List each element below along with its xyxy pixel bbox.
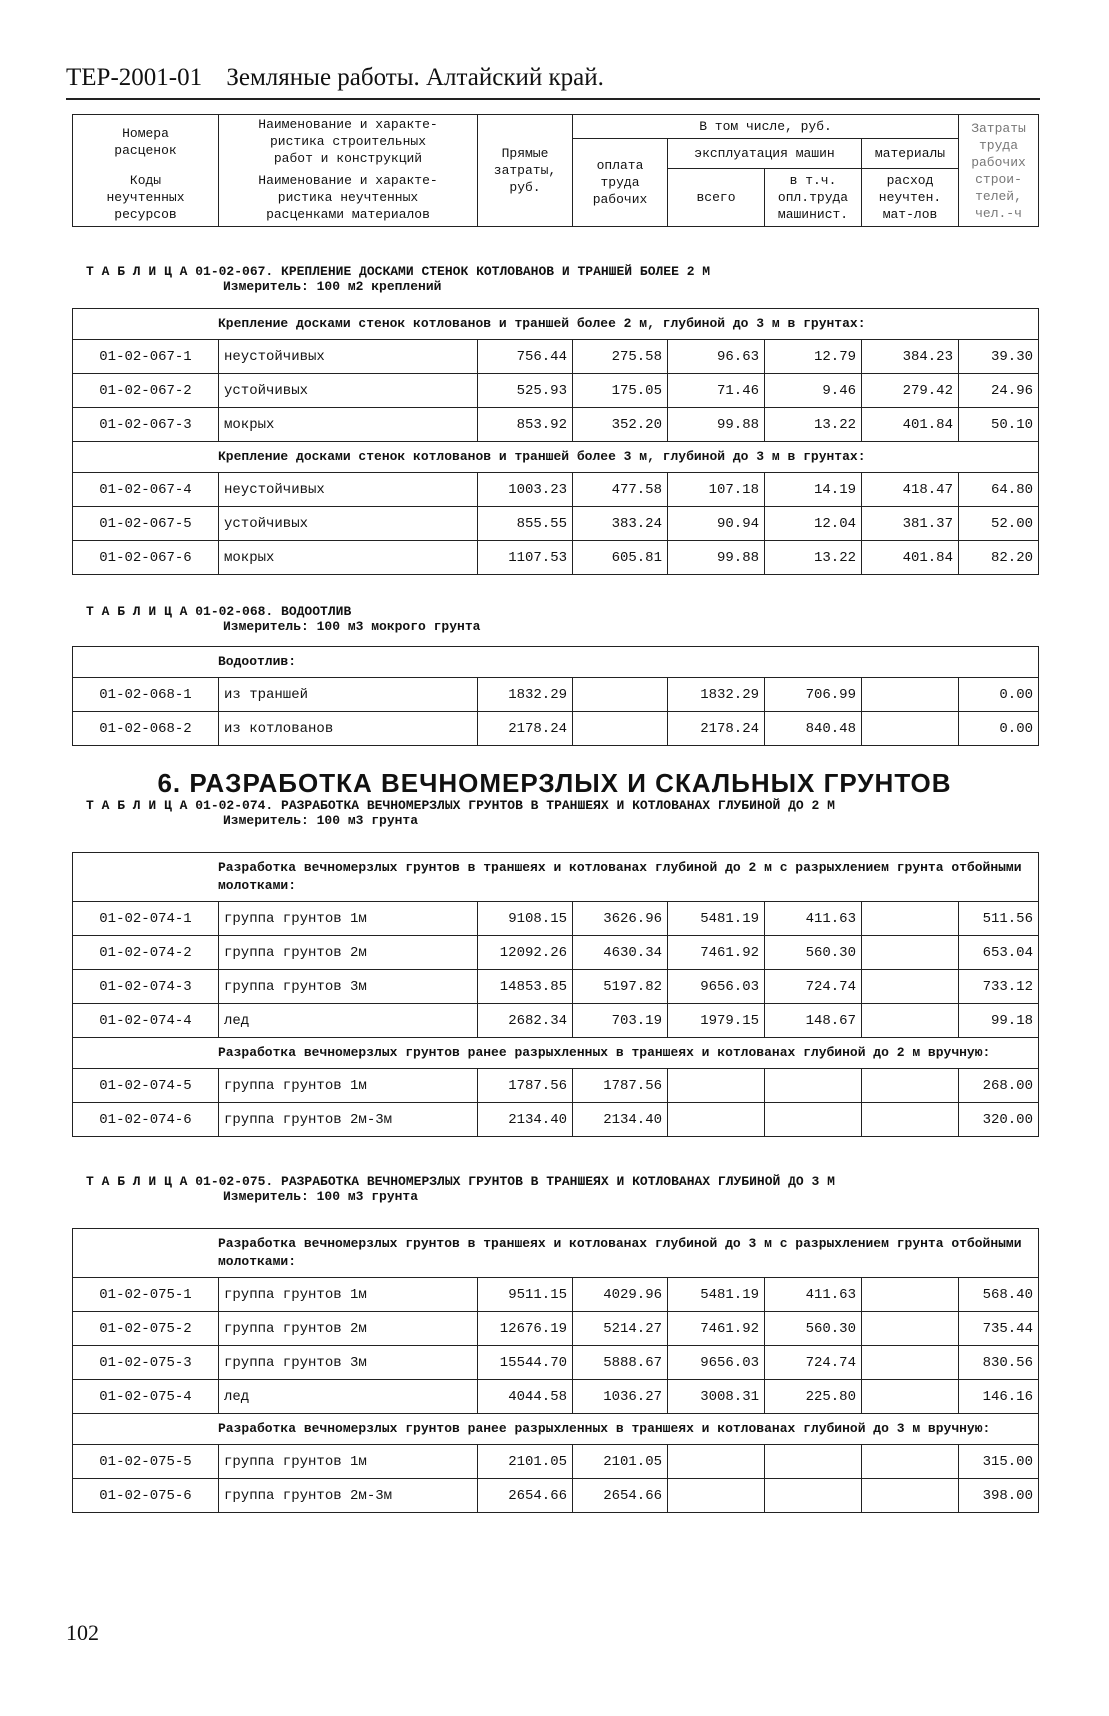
worker-pay: 5197.82 bbox=[573, 970, 668, 1004]
worker-pay: 352.20 bbox=[573, 408, 668, 442]
column-header-table bbox=[72, 114, 1039, 227]
work-name: группа грунтов 1м bbox=[219, 1069, 478, 1103]
group-label: Водоотлив: bbox=[73, 647, 1039, 678]
machines-total: 90.94 bbox=[668, 507, 765, 541]
machines-total: 7461.92 bbox=[668, 936, 765, 970]
table-row bbox=[73, 541, 1039, 575]
machinist-pay: 12.04 bbox=[765, 507, 862, 541]
rate-table-3 bbox=[72, 1228, 1039, 1513]
direct-costs: 756.44 bbox=[478, 340, 573, 374]
header-machinist-pay: в т.ч. опл.труда машинист. bbox=[765, 169, 862, 227]
table-row bbox=[73, 1380, 1039, 1414]
machinist-pay bbox=[765, 1069, 862, 1103]
machines-total: 1832.29 bbox=[668, 678, 765, 712]
worker-pay: 3626.96 bbox=[573, 902, 668, 936]
machinist-pay: 560.30 bbox=[765, 936, 862, 970]
materials bbox=[862, 970, 959, 1004]
materials bbox=[862, 712, 959, 746]
section-title: 6. РАЗРАБОТКА ВЕЧНОМЕРЗЛЫХ И СКАЛЬНЫХ ГРУНТОВ bbox=[157, 768, 952, 798]
worker-pay: 703.19 bbox=[573, 1004, 668, 1038]
rate-code: 01-02-068-2 bbox=[73, 712, 219, 746]
work-name: лед bbox=[219, 1004, 478, 1038]
header-including: В том числе, руб. bbox=[573, 115, 959, 139]
table-row bbox=[73, 1346, 1039, 1380]
table-row bbox=[73, 712, 1039, 746]
table-074-measure: Измеритель: 100 м3 грунта bbox=[223, 813, 419, 828]
machinist-pay: 411.63 bbox=[765, 1278, 862, 1312]
machines-total: 9656.03 bbox=[668, 970, 765, 1004]
machines-total: 5481.19 bbox=[668, 1278, 765, 1312]
work-name: группа грунтов 2м bbox=[219, 936, 478, 970]
header-material-usage: расход неучтен. мат-лов bbox=[862, 169, 959, 227]
table-074-title: Т А Б Л И Ц А 01-02-074. РАЗРАБОТКА ВЕЧНОМЕРЗЛЫХ ГРУНТОВ В ТРАНШЕЯХ И КОТЛОВАНАХ ГЛУБИНОЙ ДО 2 М Измеритель: 100 м3 грунта bbox=[86, 798, 835, 828]
direct-costs: 4044.58 bbox=[478, 1380, 573, 1414]
direct-costs: 2654.66 bbox=[478, 1479, 573, 1513]
rate-code: 01-02-075-1 bbox=[73, 1278, 219, 1312]
table-075-title: Т А Б Л И Ц А 01-02-075. РАЗРАБОТКА ВЕЧНОМЕРЗЛЫХ ГРУНТОВ В ТРАНШЕЯХ И КОТЛОВАНАХ ГЛУБИНОЙ ДО 3 М Измеритель: 100 м3 грунта bbox=[86, 1174, 835, 1204]
work-name: группа грунтов 1м bbox=[219, 1445, 478, 1479]
materials bbox=[862, 1380, 959, 1414]
header-resource-codes: Коды неучтенных ресурсов bbox=[73, 169, 219, 227]
machinist-pay: 148.67 bbox=[765, 1004, 862, 1038]
table-row bbox=[73, 507, 1039, 541]
machinist-pay: 225.80 bbox=[765, 1380, 862, 1414]
machinist-pay: 724.74 bbox=[765, 1346, 862, 1380]
header-worker-pay: оплата труда рабочих bbox=[573, 139, 668, 227]
work-name: из траншей bbox=[219, 678, 478, 712]
worker-pay: 5214.27 bbox=[573, 1312, 668, 1346]
worker-pay: 1787.56 bbox=[573, 1069, 668, 1103]
machinist-pay: 724.74 bbox=[765, 970, 862, 1004]
materials bbox=[862, 678, 959, 712]
materials bbox=[862, 1312, 959, 1346]
direct-costs: 855.55 bbox=[478, 507, 573, 541]
worker-pay bbox=[573, 712, 668, 746]
rate-code: 01-02-067-4 bbox=[73, 473, 219, 507]
table-row bbox=[73, 374, 1039, 408]
page-header bbox=[66, 64, 1040, 92]
labor-costs: 39.30 bbox=[959, 340, 1039, 374]
machines-total bbox=[668, 1103, 765, 1137]
work-name: группа грунтов 3м bbox=[219, 970, 478, 1004]
worker-pay: 1036.27 bbox=[573, 1380, 668, 1414]
group-header-row bbox=[73, 853, 1039, 902]
header-machines-total: всего bbox=[668, 169, 765, 227]
rate-code: 01-02-075-5 bbox=[73, 1445, 219, 1479]
table-row bbox=[73, 1312, 1039, 1346]
work-name: мокрых bbox=[219, 408, 478, 442]
header-direct-costs: Прямые затраты, руб. bbox=[478, 115, 573, 227]
rate-code: 01-02-074-1 bbox=[73, 902, 219, 936]
materials bbox=[862, 936, 959, 970]
machinist-pay: 411.63 bbox=[765, 902, 862, 936]
labor-costs: 50.10 bbox=[959, 408, 1039, 442]
worker-pay: 383.24 bbox=[573, 507, 668, 541]
worker-pay: 2101.05 bbox=[573, 1445, 668, 1479]
labor-costs: 320.00 bbox=[959, 1103, 1039, 1137]
worker-pay bbox=[573, 678, 668, 712]
materials bbox=[862, 1346, 959, 1380]
table-068-measure: Измеритель: 100 м3 мокрого грунта bbox=[223, 619, 481, 634]
table-075-measure: Измеритель: 100 м3 грунта bbox=[223, 1189, 419, 1204]
group-header-row bbox=[73, 647, 1039, 678]
direct-costs: 14853.85 bbox=[478, 970, 573, 1004]
labor-costs: 830.56 bbox=[959, 1346, 1039, 1380]
labor-costs: 0.00 bbox=[959, 678, 1039, 712]
worker-pay: 477.58 bbox=[573, 473, 668, 507]
header-materials: материалы bbox=[862, 139, 959, 169]
machinist-pay: 706.99 bbox=[765, 678, 862, 712]
table-row bbox=[73, 1445, 1039, 1479]
header-work-name: Наименование и характе- ристика строительных работ и конструкций bbox=[219, 115, 478, 169]
direct-costs: 1003.23 bbox=[478, 473, 573, 507]
page-number: 102 bbox=[66, 1620, 99, 1645]
machinist-pay: 13.22 bbox=[765, 408, 862, 442]
rate-code: 01-02-075-4 bbox=[73, 1380, 219, 1414]
rate-code: 01-02-074-2 bbox=[73, 936, 219, 970]
machines-total: 71.46 bbox=[668, 374, 765, 408]
machines-total: 99.88 bbox=[668, 541, 765, 575]
direct-costs: 9108.15 bbox=[478, 902, 573, 936]
table-row bbox=[73, 902, 1039, 936]
machinist-pay: 14.19 bbox=[765, 473, 862, 507]
table-row bbox=[73, 340, 1039, 374]
table-row bbox=[73, 1479, 1039, 1513]
labor-costs: 733.12 bbox=[959, 970, 1039, 1004]
table-row bbox=[73, 678, 1039, 712]
direct-costs: 2101.05 bbox=[478, 1445, 573, 1479]
labor-costs: 315.00 bbox=[959, 1445, 1039, 1479]
machines-total: 7461.92 bbox=[668, 1312, 765, 1346]
labor-costs: 735.44 bbox=[959, 1312, 1039, 1346]
materials: 401.84 bbox=[862, 541, 959, 575]
table-row bbox=[73, 1069, 1039, 1103]
work-name: мокрых bbox=[219, 541, 478, 575]
materials bbox=[862, 902, 959, 936]
materials: 418.47 bbox=[862, 473, 959, 507]
rate-code: 01-02-074-5 bbox=[73, 1069, 219, 1103]
materials bbox=[862, 1103, 959, 1137]
group-header-row bbox=[73, 1038, 1039, 1069]
group-label: Крепление досками стенок котлованов и траншей более 2 м, глубиной до 3 м в грунтах: bbox=[73, 309, 1039, 340]
table-row bbox=[73, 936, 1039, 970]
rate-code: 01-02-067-5 bbox=[73, 507, 219, 541]
direct-costs: 12092.26 bbox=[478, 936, 573, 970]
table-067-measure: Измеритель: 100 м2 креплений bbox=[223, 279, 442, 294]
group-header-row bbox=[73, 309, 1039, 340]
labor-costs: 64.80 bbox=[959, 473, 1039, 507]
rate-code: 01-02-075-2 bbox=[73, 1312, 219, 1346]
work-name: группа грунтов 3м bbox=[219, 1346, 478, 1380]
rate-table-0 bbox=[72, 308, 1039, 575]
rate-code: 01-02-068-1 bbox=[73, 678, 219, 712]
machinist-pay bbox=[765, 1445, 862, 1479]
materials: 381.37 bbox=[862, 507, 959, 541]
header-machine-operation: эксплуатация машин bbox=[668, 139, 862, 169]
rate-code: 01-02-074-3 bbox=[73, 970, 219, 1004]
labor-costs: 568.40 bbox=[959, 1278, 1039, 1312]
direct-costs: 2178.24 bbox=[478, 712, 573, 746]
group-header-row bbox=[73, 1229, 1039, 1278]
machinist-pay: 560.30 bbox=[765, 1312, 862, 1346]
document-title: Земляные работы. Алтайский край. bbox=[226, 64, 604, 91]
materials bbox=[862, 1069, 959, 1103]
direct-costs: 9511.15 bbox=[478, 1278, 573, 1312]
materials bbox=[862, 1479, 959, 1513]
work-name: группа грунтов 2м bbox=[219, 1312, 478, 1346]
materials: 401.84 bbox=[862, 408, 959, 442]
rate-code: 01-02-067-3 bbox=[73, 408, 219, 442]
document-code: ТЕР-2001-01 bbox=[66, 64, 203, 91]
worker-pay: 605.81 bbox=[573, 541, 668, 575]
table-row bbox=[73, 970, 1039, 1004]
table-row bbox=[73, 1103, 1039, 1137]
materials bbox=[862, 1278, 959, 1312]
group-header-row bbox=[73, 1414, 1039, 1445]
rate-code: 01-02-067-6 bbox=[73, 541, 219, 575]
header-material-name: Наименование и характе- ристика неучтенных расценками материалов bbox=[219, 169, 478, 227]
labor-costs: 146.16 bbox=[959, 1380, 1039, 1414]
direct-costs: 15544.70 bbox=[478, 1346, 573, 1380]
machines-total bbox=[668, 1445, 765, 1479]
labor-costs: 398.00 bbox=[959, 1479, 1039, 1513]
worker-pay: 5888.67 bbox=[573, 1346, 668, 1380]
rate-code: 01-02-075-3 bbox=[73, 1346, 219, 1380]
table-row bbox=[73, 1004, 1039, 1038]
work-name: неустойчивых bbox=[219, 340, 478, 374]
direct-costs: 853.92 bbox=[478, 408, 573, 442]
work-name: группа грунтов 2м-3м bbox=[219, 1103, 478, 1137]
worker-pay: 175.05 bbox=[573, 374, 668, 408]
direct-costs: 1787.56 bbox=[478, 1069, 573, 1103]
machines-total: 96.63 bbox=[668, 340, 765, 374]
worker-pay: 275.58 bbox=[573, 340, 668, 374]
materials: 384.23 bbox=[862, 340, 959, 374]
rate-code: 01-02-067-1 bbox=[73, 340, 219, 374]
labor-costs: 24.96 bbox=[959, 374, 1039, 408]
machines-total: 2178.24 bbox=[668, 712, 765, 746]
machinist-pay: 12.79 bbox=[765, 340, 862, 374]
machinist-pay bbox=[765, 1103, 862, 1137]
worker-pay: 2134.40 bbox=[573, 1103, 668, 1137]
work-name: устойчивых bbox=[219, 507, 478, 541]
machinist-pay: 840.48 bbox=[765, 712, 862, 746]
labor-costs: 653.04 bbox=[959, 936, 1039, 970]
machines-total: 1979.15 bbox=[668, 1004, 765, 1038]
machinist-pay: 9.46 bbox=[765, 374, 862, 408]
machines-total: 99.88 bbox=[668, 408, 765, 442]
direct-costs: 12676.19 bbox=[478, 1312, 573, 1346]
direct-costs: 2682.34 bbox=[478, 1004, 573, 1038]
worker-pay: 2654.66 bbox=[573, 1479, 668, 1513]
labor-costs: 268.00 bbox=[959, 1069, 1039, 1103]
labor-costs: 52.00 bbox=[959, 507, 1039, 541]
direct-costs: 1832.29 bbox=[478, 678, 573, 712]
machines-total: 5481.19 bbox=[668, 902, 765, 936]
work-name: устойчивых bbox=[219, 374, 478, 408]
rate-table-2 bbox=[72, 852, 1039, 1137]
direct-costs: 525.93 bbox=[478, 374, 573, 408]
rate-code: 01-02-075-6 bbox=[73, 1479, 219, 1513]
labor-costs: 511.56 bbox=[959, 902, 1039, 936]
group-label: Разработка вечномерзлых грунтов ранее разрыхленных в траншеях и котлованах глубиной до 2 м вручную: bbox=[73, 1038, 1039, 1069]
table-row bbox=[73, 1278, 1039, 1312]
worker-pay: 4029.96 bbox=[573, 1278, 668, 1312]
table-row bbox=[73, 473, 1039, 507]
group-label: Разработка вечномерзлых грунтов в траншеях и котлованах глубиной до 2 м с разрыхлением грунта отбойными молотками: bbox=[73, 853, 1039, 902]
labor-costs: 82.20 bbox=[959, 541, 1039, 575]
work-name: группа грунтов 1м bbox=[219, 1278, 478, 1312]
machinist-pay: 13.22 bbox=[765, 541, 862, 575]
rate-code: 01-02-067-2 bbox=[73, 374, 219, 408]
direct-costs: 2134.40 bbox=[478, 1103, 573, 1137]
header-rule bbox=[66, 98, 1040, 100]
group-label: Крепление досками стенок котлованов и траншей более 3 м, глубиной до 3 м в грунтах: bbox=[73, 442, 1039, 473]
group-header-row bbox=[73, 442, 1039, 473]
work-name: лед bbox=[219, 1380, 478, 1414]
work-name: группа грунтов 2м-3м bbox=[219, 1479, 478, 1513]
group-label: Разработка вечномерзлых грунтов ранее разрыхленных в траншеях и котлованах глубиной до 3 м вручную: bbox=[73, 1414, 1039, 1445]
materials bbox=[862, 1445, 959, 1479]
table-row bbox=[73, 408, 1039, 442]
labor-costs: 0.00 bbox=[959, 712, 1039, 746]
materials bbox=[862, 1004, 959, 1038]
machines-total bbox=[668, 1069, 765, 1103]
machines-total bbox=[668, 1479, 765, 1513]
worker-pay: 4630.34 bbox=[573, 936, 668, 970]
rate-table-1 bbox=[72, 646, 1039, 746]
machines-total: 107.18 bbox=[668, 473, 765, 507]
machinist-pay bbox=[765, 1479, 862, 1513]
machines-total: 3008.31 bbox=[668, 1380, 765, 1414]
header-rate-numbers: Номера расценок bbox=[73, 115, 219, 169]
machines-total: 9656.03 bbox=[668, 1346, 765, 1380]
table-067-title: Т А Б Л И Ц А 01-02-067. КРЕПЛЕНИЕ ДОСКАМИ СТЕНОК КОТЛОВАНОВ И ТРАНШЕЙ БОЛЕЕ 2 М Измеритель: 100 м2 креплений bbox=[86, 264, 711, 294]
group-label: Разработка вечномерзлых грунтов в траншеях и котлованах глубиной до 3 м с разрыхлением грунта отбойными молотками: bbox=[73, 1229, 1039, 1278]
materials: 279.42 bbox=[862, 374, 959, 408]
table-068-title: Т А Б Л И Ц А 01-02-068. ВОДООТЛИВ Измеритель: 100 м3 мокрого грунта bbox=[86, 604, 481, 634]
work-name: группа грунтов 1м bbox=[219, 902, 478, 936]
work-name: из котлованов bbox=[219, 712, 478, 746]
rate-code: 01-02-074-6 bbox=[73, 1103, 219, 1137]
rate-code: 01-02-074-4 bbox=[73, 1004, 219, 1038]
work-name: неустойчивых bbox=[219, 473, 478, 507]
header-labor-costs: Затраты труда рабочих строи- телей, чел.-ч bbox=[959, 115, 1039, 227]
labor-costs: 99.18 bbox=[959, 1004, 1039, 1038]
direct-costs: 1107.53 bbox=[478, 541, 573, 575]
